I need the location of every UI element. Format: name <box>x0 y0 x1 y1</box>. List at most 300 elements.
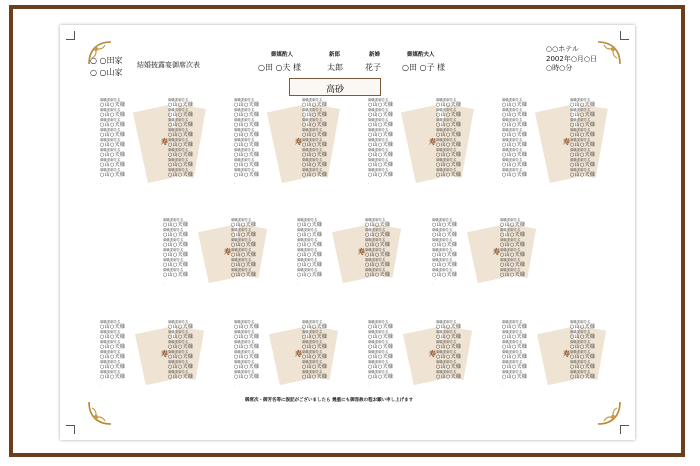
guest-seat <box>234 148 259 158</box>
guest-name: ○山○夫様 <box>163 242 189 248</box>
guest-seat <box>436 330 461 340</box>
guest-name: ○山○夫様 <box>368 354 394 360</box>
guest-role: 御職業御芳名 <box>168 128 189 132</box>
guest-seat <box>168 370 193 380</box>
venue-date: 2002年○月○日 <box>546 55 598 63</box>
guest-name: ○山○夫様 <box>368 102 394 108</box>
guest-role: 御職業御芳名 <box>168 108 189 112</box>
guest-seat <box>100 340 125 350</box>
guest-role: 御職業御芳名 <box>570 128 591 132</box>
guest-role: 御職業御芳名 <box>500 238 521 242</box>
guest-seat <box>231 238 256 248</box>
guest-name: ○山○夫様 <box>436 132 462 138</box>
guest-seat <box>302 158 327 168</box>
guest-seat <box>302 148 327 158</box>
guest-seat <box>365 248 390 258</box>
guest-role: 御職業御芳名 <box>432 228 453 232</box>
guest-name: ○山○夫様 <box>570 334 596 340</box>
guest-name: ○山○夫様 <box>368 112 394 118</box>
guest-role: 御職業御芳名 <box>502 128 523 132</box>
guest-seat <box>436 360 461 370</box>
guest-name: ○山○夫様 <box>368 364 394 370</box>
guest-name: ○山○夫様 <box>502 334 528 340</box>
guest-role: 御職業御芳名 <box>365 258 386 262</box>
guest-role: 御職業御芳名 <box>231 268 252 272</box>
guest-seat <box>368 108 393 118</box>
guest-role: 御職業御芳名 <box>436 340 457 344</box>
guest-role: 御職業御芳名 <box>368 330 389 334</box>
groom-name: 太郎 <box>327 63 343 72</box>
guest-name: ○山○夫様 <box>502 122 528 128</box>
guest-seat <box>432 228 457 238</box>
guest-role: 御職業御芳名 <box>436 158 457 162</box>
guest-name: ○山○夫様 <box>231 262 257 268</box>
guest-name: ○山○夫様 <box>502 374 528 380</box>
guest-name: ○山○夫様 <box>168 324 194 330</box>
guest-seat <box>570 330 595 340</box>
kotobuki-mark: 寿 <box>161 138 168 146</box>
guest-name: ○山○夫様 <box>368 334 394 340</box>
guest-name: ○山○夫様 <box>234 172 260 178</box>
guest-seat <box>368 320 393 330</box>
guest-role: 御職業御芳名 <box>231 218 252 222</box>
guest-name: ○山○夫様 <box>502 152 528 158</box>
guest-name: ○山○夫様 <box>436 344 462 350</box>
guest-role: 御職業御芳名 <box>570 158 591 162</box>
guest-role: 御職業御芳名 <box>302 370 323 374</box>
guest-name: ○山○夫様 <box>302 112 328 118</box>
guest-seat <box>234 350 259 360</box>
guest-seat <box>168 320 193 330</box>
guest-name: ○山○夫様 <box>436 324 462 330</box>
guest-role: 御職業御芳名 <box>500 258 521 262</box>
guest-name: ○山○夫様 <box>570 142 596 148</box>
guest-seat <box>100 320 125 330</box>
floral-corner-ornament-icon <box>87 400 113 426</box>
guest-name: ○山○夫様 <box>100 364 126 370</box>
guest-seat <box>234 118 259 128</box>
guest-role: 御職業御芳名 <box>365 268 386 272</box>
guest-seat <box>502 168 527 178</box>
bride-parents-label: 御媒酌夫人 <box>407 52 435 58</box>
guest-seat <box>234 330 259 340</box>
guest-role: 御職業御芳名 <box>234 350 255 354</box>
guest-role: 御職業御芳名 <box>100 148 121 152</box>
guest-role: 御職業御芳名 <box>168 360 189 364</box>
guest-seat <box>302 370 327 380</box>
guest-role: 御職業御芳名 <box>500 268 521 272</box>
guest-seat <box>570 118 595 128</box>
guest-name: ○山○夫様 <box>432 232 458 238</box>
guest-seat <box>368 148 393 158</box>
table-marker: . <box>297 280 299 285</box>
guest-name: ○山○夫様 <box>168 122 194 128</box>
table-marker: . <box>163 280 165 285</box>
guest-name: ○山○夫様 <box>302 162 328 168</box>
bullet-circle-icon: ○ <box>90 56 97 65</box>
guest-name: ○山○夫様 <box>570 132 596 138</box>
guest-seat <box>163 238 188 248</box>
guest-seat <box>432 238 457 248</box>
guest-name: ○山○夫様 <box>368 152 394 158</box>
guest-role: 御職業御芳名 <box>302 340 323 344</box>
guest-role: 御職業御芳名 <box>234 98 255 102</box>
guest-name: ○山○夫様 <box>502 132 528 138</box>
guest-seat <box>100 108 125 118</box>
guest-name: ○山○夫様 <box>570 324 596 330</box>
guest-name: ○山○夫様 <box>100 152 126 158</box>
guest-name: ○山○夫様 <box>570 374 596 380</box>
guest-role: 御職業御芳名 <box>297 238 318 242</box>
guest-seat <box>302 350 327 360</box>
kotobuki-mark: 寿 <box>295 138 302 146</box>
guest-name: ○山○夫様 <box>234 142 260 148</box>
guest-role: 御職業御芳名 <box>302 118 323 122</box>
guest-role: 御職業御芳名 <box>436 148 457 152</box>
guest-seat <box>432 268 457 278</box>
bride-family <box>90 69 123 77</box>
guest-name: ○山○夫様 <box>365 222 391 228</box>
guest-name: ○山○夫様 <box>100 162 126 168</box>
guest-role: 御職業御芳名 <box>297 268 318 272</box>
guest-name: ○山○夫様 <box>100 172 126 178</box>
guest-role: 御職業御芳名 <box>297 228 318 232</box>
guest-name: ○山○夫様 <box>570 152 596 158</box>
guest-name: ○山○夫様 <box>231 272 257 278</box>
guest-name: ○山○夫様 <box>234 122 260 128</box>
table-marker: . <box>502 180 504 185</box>
kotobuki-mark: 寿 <box>563 350 570 358</box>
guest-role: 御職業御芳名 <box>168 340 189 344</box>
seating-chart-page <box>60 25 635 440</box>
guest-role: 御職業御芳名 <box>368 118 389 122</box>
guest-seat <box>432 218 457 228</box>
guest-role: 御職業御芳名 <box>502 350 523 354</box>
guest-role: 御職業御芳名 <box>436 360 457 364</box>
table-marker: . <box>100 382 102 387</box>
guest-role: 御職業御芳名 <box>297 258 318 262</box>
guest-name: ○山○夫様 <box>302 142 328 148</box>
guest-name: ○山○夫様 <box>100 324 126 330</box>
guest-name: ○山○夫様 <box>436 122 462 128</box>
guest-role: 御職業御芳名 <box>432 218 453 222</box>
guest-role: 御職業御芳名 <box>502 148 523 152</box>
guest-name: ○山○夫様 <box>163 252 189 258</box>
guest-role: 御職業御芳名 <box>368 340 389 344</box>
guest-seat <box>234 108 259 118</box>
guest-seat <box>502 370 527 380</box>
guest-role: 御職業御芳名 <box>436 118 457 122</box>
guest-role: 御職業御芳名 <box>231 258 252 262</box>
guest-name: ○山○夫様 <box>100 374 126 380</box>
guest-role: 御職業御芳名 <box>365 218 386 222</box>
guest-seat <box>100 350 125 360</box>
guest-seat <box>436 370 461 380</box>
guest-seat <box>302 340 327 350</box>
guest-name: ○山○夫様 <box>234 132 260 138</box>
guest-name: ○山○夫様 <box>502 364 528 370</box>
guest-name: ○山○夫様 <box>234 102 260 108</box>
guest-role: 御職業御芳名 <box>570 360 591 364</box>
guest-seat <box>436 108 461 118</box>
guest-name: ○山○夫様 <box>368 122 394 128</box>
guest-role: 御職業御芳名 <box>432 268 453 272</box>
guest-name: ○山○夫様 <box>500 232 526 238</box>
guest-role: 御職業御芳名 <box>500 248 521 252</box>
guest-name: ○山○夫様 <box>570 112 596 118</box>
guest-role: 御職業御芳名 <box>100 320 121 324</box>
guest-seat <box>234 158 259 168</box>
guest-seat <box>234 128 259 138</box>
guest-role: 御職業御芳名 <box>100 98 121 102</box>
guest-role: 御職業御芳名 <box>231 248 252 252</box>
guest-role: 御職業御芳名 <box>500 218 521 222</box>
guest-role: 御職業御芳名 <box>234 138 255 142</box>
guest-seat <box>168 158 193 168</box>
guest-name: ○山○夫様 <box>302 354 328 360</box>
guest-name: ○山○夫様 <box>297 222 323 228</box>
guest-role: 御職業御芳名 <box>297 248 318 252</box>
guest-name: ○山○夫様 <box>168 334 194 340</box>
guest-role: 御職業御芳名 <box>302 148 323 152</box>
guest-role: 御職業御芳名 <box>368 148 389 152</box>
guest-seat <box>234 360 259 370</box>
guest-seat <box>570 128 595 138</box>
venue-time: ○時○分 <box>546 64 573 72</box>
guest-role: 御職業御芳名 <box>436 370 457 374</box>
guest-seat <box>436 148 461 158</box>
guest-seat <box>368 98 393 108</box>
guest-role: 御職業御芳名 <box>368 158 389 162</box>
venue-hotel: ○○ホテル <box>546 45 579 53</box>
guest-seat <box>163 248 188 258</box>
groom-parents-name: ○田 ○夫 様 <box>258 63 302 72</box>
guest-role: 御職業御芳名 <box>234 108 255 112</box>
guest-role: 御職業御芳名 <box>234 148 255 152</box>
guest-name: ○山○夫様 <box>234 152 260 158</box>
kotobuki-mark: 寿 <box>161 350 168 358</box>
guest-name: ○山○夫様 <box>234 162 260 168</box>
guest-seat <box>302 330 327 340</box>
guest-role: 御職業御芳名 <box>168 158 189 162</box>
guest-seat <box>168 168 193 178</box>
guest-seat <box>502 330 527 340</box>
guest-seat <box>436 138 461 148</box>
guest-seat <box>502 350 527 360</box>
guest-name: ○山○夫様 <box>100 102 126 108</box>
guest-name: ○山○夫様 <box>163 232 189 238</box>
table-marker: . <box>234 180 236 185</box>
bride-label: 新婦 <box>369 52 381 58</box>
crop-mark <box>66 425 75 434</box>
guest-seat <box>163 218 188 228</box>
guest-name: ○山○夫様 <box>234 112 260 118</box>
guest-seat <box>231 258 256 268</box>
guest-role: 御職業御芳名 <box>234 158 255 162</box>
guest-seat <box>570 320 595 330</box>
kotobuki-mark: 寿 <box>224 248 231 256</box>
guest-role: 御職業御芳名 <box>100 108 121 112</box>
table-marker: . <box>368 382 370 387</box>
guest-name: ○山○夫様 <box>168 162 194 168</box>
guest-seat <box>570 98 595 108</box>
guest-role: 御職業御芳名 <box>570 148 591 152</box>
guest-role: 御職業御芳名 <box>100 168 121 172</box>
guest-name: ○山○夫様 <box>234 354 260 360</box>
guest-name: ○山○夫様 <box>502 172 528 178</box>
guest-role: 御職業御芳名 <box>502 340 523 344</box>
guest-seat <box>502 340 527 350</box>
guest-name: ○山○夫様 <box>570 172 596 178</box>
guest-name: ○山○夫様 <box>368 374 394 380</box>
guest-seat <box>302 118 327 128</box>
guest-seat <box>168 330 193 340</box>
guest-name: ○山○夫様 <box>368 344 394 350</box>
bride-parents-name: ○田 ○子 様 <box>402 63 446 72</box>
bullet-circle-icon: ○ <box>90 68 97 77</box>
guest-name: ○山○夫様 <box>570 102 596 108</box>
guest-seat <box>368 128 393 138</box>
guest-seat <box>502 118 527 128</box>
guest-role: 御職業御芳名 <box>436 350 457 354</box>
guest-seat <box>365 258 390 268</box>
guest-name: ○山○夫様 <box>297 262 323 268</box>
guest-seat <box>302 98 327 108</box>
guest-seat <box>234 138 259 148</box>
guest-seat <box>570 370 595 380</box>
guest-name: ○山○夫様 <box>302 334 328 340</box>
guest-seat <box>502 360 527 370</box>
guest-role: 御職業御芳名 <box>570 330 591 334</box>
guest-name: ○山○夫様 <box>502 102 528 108</box>
guest-name: ○山○夫様 <box>432 262 458 268</box>
guest-role: 御職業御芳名 <box>168 98 189 102</box>
guest-seat <box>368 370 393 380</box>
guest-name: ○山○夫様 <box>168 364 194 370</box>
guest-seat <box>100 138 125 148</box>
guest-role: 御職業御芳名 <box>100 360 121 364</box>
guest-seat <box>436 158 461 168</box>
guest-name: ○山○夫様 <box>436 142 462 148</box>
guest-seat <box>365 228 390 238</box>
guest-seat <box>365 238 390 248</box>
guest-seat <box>168 108 193 118</box>
guest-role: 御職業御芳名 <box>502 330 523 334</box>
guest-name: ○山○夫様 <box>100 142 126 148</box>
guest-seat <box>168 138 193 148</box>
guest-name: ○山○夫様 <box>365 262 391 268</box>
kotobuki-mark: 寿 <box>429 138 436 146</box>
guest-name: ○山○夫様 <box>436 152 462 158</box>
floral-corner-ornament-icon <box>596 40 622 66</box>
guest-seat <box>368 168 393 178</box>
guest-seat <box>368 118 393 128</box>
guest-seat <box>570 138 595 148</box>
guest-seat <box>231 248 256 258</box>
guest-name: ○山○夫様 <box>500 222 526 228</box>
guest-role: 御職業御芳名 <box>368 360 389 364</box>
guest-name: ○山○夫様 <box>570 122 596 128</box>
guest-role: 御職業御芳名 <box>368 168 389 172</box>
guest-seat <box>234 168 259 178</box>
guest-seat <box>436 320 461 330</box>
guest-seat <box>500 268 525 278</box>
guest-role: 御職業御芳名 <box>365 238 386 242</box>
guest-name: ○山○夫様 <box>234 324 260 330</box>
guest-name: ○山○夫様 <box>231 242 257 248</box>
guest-seat <box>100 330 125 340</box>
guest-seat <box>570 158 595 168</box>
guest-seat <box>570 108 595 118</box>
guest-role: 御職業御芳名 <box>365 248 386 252</box>
guest-seat <box>100 168 125 178</box>
guest-role: 御職業御芳名 <box>234 320 255 324</box>
guest-name: ○山○夫様 <box>570 344 596 350</box>
guest-name: ○山○夫様 <box>100 334 126 340</box>
guest-seat <box>368 138 393 148</box>
guest-seat <box>302 360 327 370</box>
guest-name: ○山○夫様 <box>297 272 323 278</box>
guest-role: 御職業御芳名 <box>436 128 457 132</box>
guest-name: ○山○夫様 <box>168 102 194 108</box>
guest-seat <box>297 248 322 258</box>
guest-name: ○山○夫様 <box>100 354 126 360</box>
guest-name: ○山○夫様 <box>368 162 394 168</box>
guest-role: 御職業御芳名 <box>163 248 184 252</box>
guest-name: ○山○夫様 <box>500 272 526 278</box>
guest-role: 御職業御芳名 <box>302 330 323 334</box>
guest-name: ○山○夫様 <box>302 102 328 108</box>
table-marker: . <box>502 382 504 387</box>
guest-seat <box>231 218 256 228</box>
guest-role: 御職業御芳名 <box>570 350 591 354</box>
guest-role: 御職業御芳名 <box>302 98 323 102</box>
guest-seat <box>436 350 461 360</box>
guest-seat <box>302 128 327 138</box>
guest-seat <box>368 330 393 340</box>
guest-seat <box>297 218 322 228</box>
guest-seat <box>368 158 393 168</box>
guest-role: 御職業御芳名 <box>168 370 189 374</box>
guest-seat <box>432 258 457 268</box>
guest-name: ○山○夫様 <box>432 252 458 258</box>
guest-seat <box>500 238 525 248</box>
groom-family <box>90 57 123 65</box>
guest-role: 御職業御芳名 <box>234 168 255 172</box>
guest-role: 御職業御芳名 <box>432 258 453 262</box>
guest-seat <box>168 128 193 138</box>
guest-role: 御職業御芳名 <box>100 340 121 344</box>
guest-seat <box>100 128 125 138</box>
guest-seat <box>365 218 390 228</box>
guest-role: 御職業御芳名 <box>100 128 121 132</box>
guest-seat <box>100 98 125 108</box>
guest-role: 御職業御芳名 <box>368 370 389 374</box>
guest-role: 御職業御芳名 <box>100 330 121 334</box>
guest-role: 御職業御芳名 <box>163 268 184 272</box>
guest-role: 御職業御芳名 <box>168 350 189 354</box>
guest-name: ○山○夫様 <box>168 132 194 138</box>
guest-name: ○山○夫様 <box>570 364 596 370</box>
guest-name: ○山○夫様 <box>297 232 323 238</box>
guest-name: ○山○夫様 <box>100 122 126 128</box>
guest-seat <box>502 158 527 168</box>
guest-role: 御職業御芳名 <box>100 138 121 142</box>
guest-name: ○山○夫様 <box>231 232 257 238</box>
guest-seat <box>297 238 322 248</box>
guest-name: ○山○夫様 <box>168 172 194 178</box>
guest-seat <box>302 168 327 178</box>
